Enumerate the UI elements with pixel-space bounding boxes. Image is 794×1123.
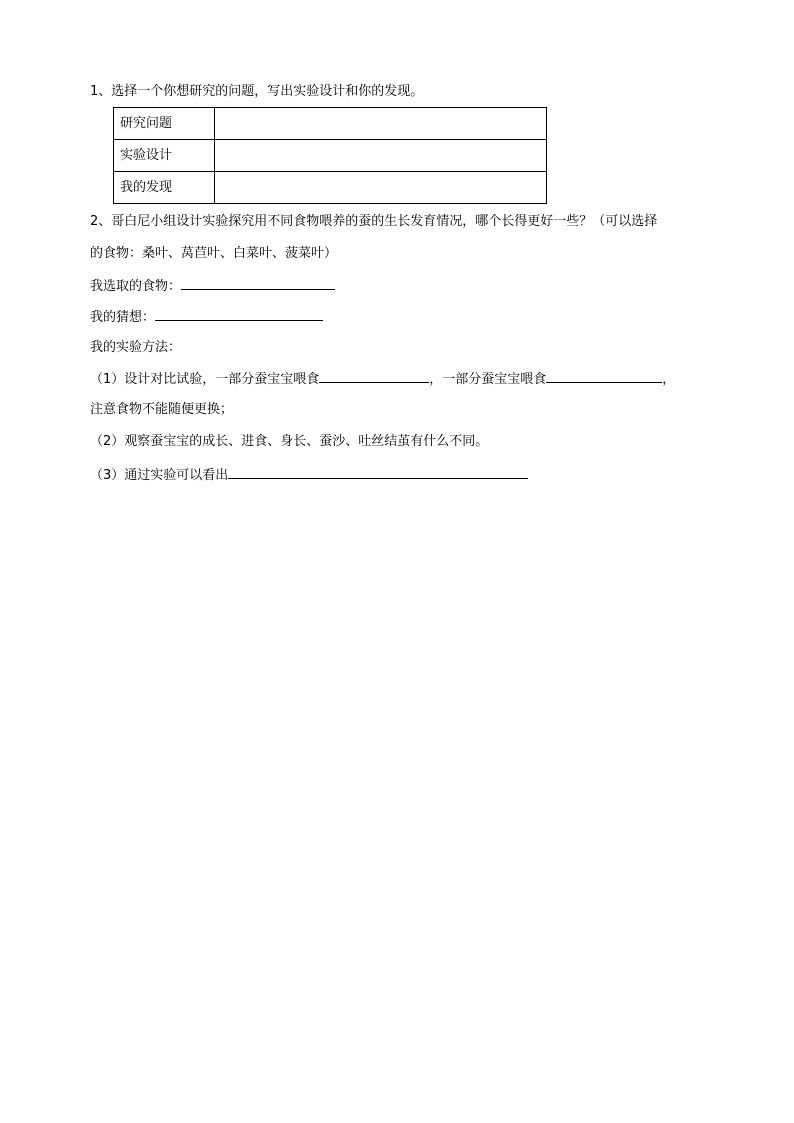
guess-label: 我的猜想： [90,310,156,325]
answer-cell-experiment-design[interactable] [215,140,547,172]
food-choice-label: 我选取的食物： [90,279,182,294]
method-step-3 [90,464,528,486]
guess-blank[interactable] [155,306,323,321]
step-1-text-a: （1）设计对比试验，一部分蚕宝宝喂食 [90,372,320,387]
table-row [114,108,547,140]
step-3-text: （3）通过实验可以看出 [90,468,229,483]
method-step-1-note: 注意食物不能随便更换； [90,402,234,417]
question-2-prompt-line-2: 的食物：桑叶、莴苣叶、白菜叶、菠菜叶） [90,246,338,261]
method-label: 我的实验方法： [90,340,182,355]
table-row [114,140,547,172]
step-1-text-c: ， [662,372,676,387]
food-blank-group-1[interactable] [319,368,429,383]
answer-cell-my-findings[interactable] [215,172,547,204]
conclusion-blank[interactable] [228,464,528,479]
table-row [114,172,547,204]
row-label-experiment-design: 实验设计 [114,140,215,172]
guess-row [90,306,323,328]
food-choice-blank[interactable] [181,275,335,290]
row-label-research-question: 研究问题 [114,108,215,140]
food-choice-row [90,275,335,297]
method-step-2: （2）观察蚕宝宝的成长、进食、身长、蚕沙、吐丝结茧有什么不同。 [90,434,489,449]
question-2-prompt-line-1: 2、哥白尼小组设计实验探究用不同食物喂养的蚕的生长发育情况，哪个长得更好一些？（可以选择 [90,214,658,229]
method-step-1 [90,368,675,390]
food-blank-group-2[interactable] [546,368,662,383]
answer-cell-research-question[interactable] [215,108,547,140]
question-1-table [113,107,547,204]
question-1-prompt: 1、选择一个你想研究的问题，写出实验设计和你的发现。 [90,84,424,99]
step-1-text-b: ，一部分蚕宝宝喂食 [429,372,547,387]
row-label-my-findings: 我的发现 [114,172,215,204]
